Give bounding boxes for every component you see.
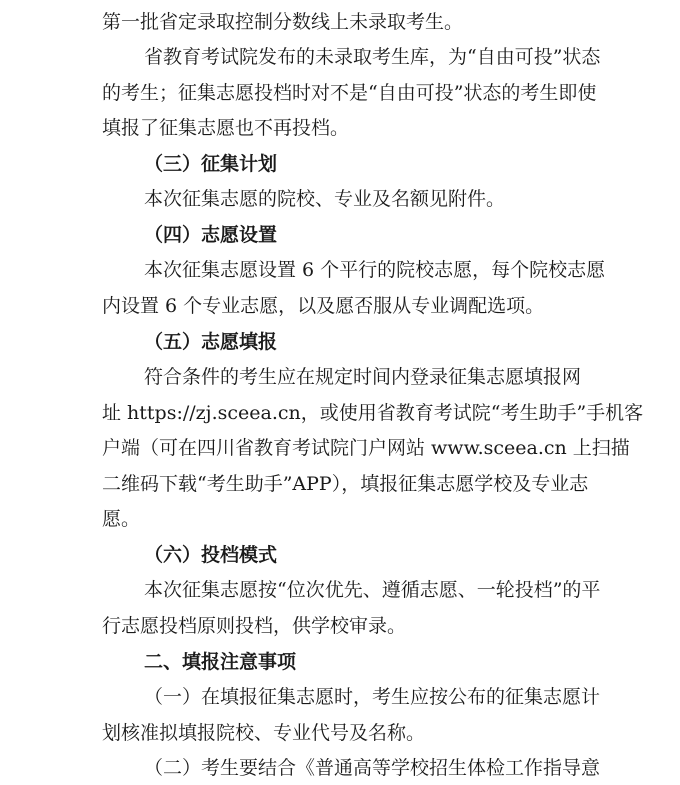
paragraph-line xyxy=(0,716,680,750)
paragraph-text: 符合条件的考生应在规定时间内登录征集志愿填报网 xyxy=(144,366,582,388)
paragraph-line xyxy=(0,182,680,216)
paragraph-text: 行志愿投档原则投档，供学校审录。 xyxy=(102,615,407,637)
section-heading-6 xyxy=(0,538,680,572)
section-heading-4 xyxy=(0,218,680,252)
paragraph-text: 内设置 6 个专业志愿，以及愿否服从专业调配选项。 xyxy=(102,295,545,317)
heading-text: （四）志愿设置 xyxy=(144,224,278,246)
paragraph-line xyxy=(0,40,680,74)
paragraph-line xyxy=(0,360,680,394)
paragraph-text: 愿。 xyxy=(102,508,141,530)
paragraph-text: （一）在填报征集志愿时，考生应按公布的征集志愿计 xyxy=(144,686,601,708)
paragraph-line xyxy=(0,76,680,110)
paragraph-line xyxy=(0,467,680,501)
paragraph-text: 户端（可在四川省教育考试院门户网站 www.sceea.cn 上扫描 xyxy=(102,437,630,459)
paragraph-line xyxy=(0,5,680,39)
paragraph-line xyxy=(0,253,680,287)
paragraph-line xyxy=(0,431,680,465)
heading-text: 二、填报注意事项 xyxy=(144,651,297,673)
heading-text: （六）投档模式 xyxy=(144,544,278,566)
paragraph-text: 省教育考试院发布的未录取考生库，为“自由可投”状态 xyxy=(144,46,601,68)
paragraph-line xyxy=(0,573,680,607)
section-heading-3 xyxy=(0,147,680,181)
paragraph-text: 填报了征集志愿也不再投档。 xyxy=(102,117,350,139)
paragraph-text: （二）考生要结合《普通高等学校招生体检工作指导意 xyxy=(144,757,601,779)
paragraph-text: 二维码下载“考生助手”APP），填报征集志愿学校及专业志 xyxy=(102,473,589,495)
paragraph-line xyxy=(0,289,680,323)
paragraph-line xyxy=(0,502,680,536)
paragraph-line xyxy=(0,680,680,714)
paragraph-text: 本次征集志愿的院校、专业及名额见附件。 xyxy=(144,188,506,210)
paragraph-text: 的考生；征集志愿投档时对不是“自由可投”状态的考生即使 xyxy=(102,82,597,104)
paragraph-line xyxy=(0,751,680,785)
paragraph-text: 本次征集志愿按“位次优先、遵循志愿、一轮投档”的平 xyxy=(144,579,601,601)
paragraph-line xyxy=(0,396,680,430)
paragraph-text: 址 https://zj.sceea.cn，或使用省教育考试院“考生助手”手机客 xyxy=(102,402,644,424)
heading-text: （五）志愿填报 xyxy=(144,331,278,353)
section-heading-5 xyxy=(0,325,680,359)
paragraph-line xyxy=(0,111,680,145)
paragraph-text: 本次征集志愿设置 6 个平行的院校志愿，每个院校志愿 xyxy=(144,259,606,281)
paragraph-text: 第一批省定录取控制分数线上未录取考生。 xyxy=(102,11,464,33)
section-heading-main xyxy=(0,645,680,679)
paragraph-line xyxy=(0,609,680,643)
paragraph-text: 划核准拟填报院校、专业代号及名称。 xyxy=(102,722,426,744)
heading-text: （三）征集计划 xyxy=(144,153,278,175)
